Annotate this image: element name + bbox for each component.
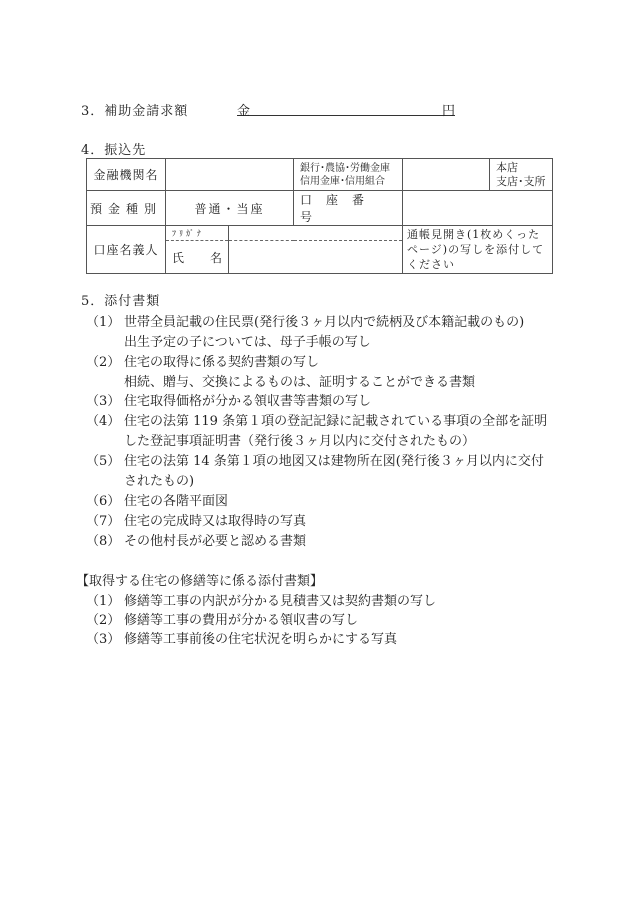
attachment-item-7 <box>86 510 306 529</box>
item-text: 住宅の完成時又は取得時の写真 <box>124 514 307 529</box>
item-number: （5） <box>86 454 121 469</box>
bank-account-table <box>86 158 553 274</box>
bank-type-line2: 信用金庫･信用組合 <box>300 175 385 187</box>
item-number: （6） <box>86 494 121 509</box>
amount-prefix: 金 <box>237 104 251 119</box>
item-text: 修繕等工事の内訳が分かる見積書又は契約書類の写し <box>124 594 437 609</box>
attachment-item-2-cont: 相続、贈与、交換によるものは、証明することができる書類 <box>124 375 476 390</box>
attachment-item-6 <box>86 490 228 509</box>
deposit-type-label: 預金種別 <box>87 191 166 226</box>
branch-name-field[interactable] <box>403 159 490 191</box>
item-number: （3） <box>86 632 121 647</box>
attachment-item-8 <box>86 530 306 549</box>
item-text: 住宅取得価格が分かる領収書等書類の写し <box>124 394 372 409</box>
attachment-item-2 <box>86 351 319 370</box>
bank-type-line1: 銀行･農協･労働金庫 <box>300 162 390 174</box>
attachment-item-1 <box>86 311 524 330</box>
repair-item-1 <box>86 590 436 609</box>
repair-section-title: 【取得する住宅の修繕等に係る添付書類】 <box>76 574 324 589</box>
name-label <box>166 241 229 274</box>
attachment-item-3 <box>86 390 371 409</box>
item-text: 世帯全員記載の住民票(発行後３ヶ月以内で続柄及び本籍記載のもの) <box>124 315 525 330</box>
item-number: （1） <box>86 594 121 609</box>
attachment-item-5 <box>86 450 544 469</box>
item-number: （1） <box>86 315 121 330</box>
bank-type-label <box>294 159 403 191</box>
item-text: 住宅の各階平面図 <box>124 494 229 509</box>
furigana-label: ﾌﾘｶﾞﾅ <box>166 226 229 241</box>
item-text: 住宅の法第 14 条第１項の地図又は建物所在図(発行後３ヶ月以内に交付 <box>124 454 544 469</box>
name-field[interactable] <box>229 241 403 274</box>
account-holder-label: 口座名義人 <box>87 226 166 274</box>
bank-name-field[interactable] <box>166 159 294 191</box>
attachment-item-4-cont: した登記事項証明書（発行後３ヶ月以内に交付されたもの） <box>124 434 476 449</box>
section4-label: 4．振込先 <box>81 143 147 158</box>
item-number: （2） <box>86 355 121 370</box>
account-number-field[interactable] <box>403 191 553 226</box>
account-number-label: 口座番号 <box>294 191 403 226</box>
repair-item-2 <box>86 609 358 628</box>
attachment-item-4 <box>86 410 547 429</box>
item-number: （8） <box>86 534 121 549</box>
deposit-type-options[interactable]: 普通・当座 <box>166 191 294 226</box>
passbook-note: 通帳見開き(1枚めくったページ)の写しを添付してください <box>403 226 553 274</box>
amount-suffix: 円 <box>441 104 455 119</box>
item-text: 修繕等工事の費用が分かる領収書の写し <box>124 613 359 628</box>
branch-type-line2: 支店･支所 <box>496 174 546 188</box>
item-text: 住宅の法第 119 条第１項の登記記録に記載されている事項の全部を証明 <box>124 414 548 429</box>
repair-item-3 <box>86 628 397 647</box>
bank-name-label: 金融機関名 <box>87 159 166 191</box>
name-label-1: 氏 <box>172 250 185 265</box>
section3-label: 3．補助金請求額 <box>81 104 189 119</box>
attachment-item-1-cont: 出生予定の子については、母子手帳の写し <box>124 335 371 350</box>
item-number: （3） <box>86 394 121 409</box>
item-number: （7） <box>86 514 121 529</box>
branch-type-label <box>490 159 553 191</box>
attachment-item-5-cont: されたもの) <box>124 474 195 489</box>
item-text: 修繕等工事前後の住宅状況を明らかにする写真 <box>124 632 398 647</box>
amount-field[interactable] <box>237 100 455 119</box>
item-text: 住宅の取得に係る契約書類の写し <box>124 355 320 370</box>
item-text: その他村長が必要と認める書類 <box>124 534 307 549</box>
name-label-2: 名 <box>210 250 223 265</box>
furigana-field[interactable] <box>229 226 403 241</box>
item-number: （2） <box>86 613 121 628</box>
item-number: （4） <box>86 414 121 429</box>
section5-label: 5．添付書類 <box>81 294 161 309</box>
branch-type-line1: 本店 <box>496 160 518 174</box>
